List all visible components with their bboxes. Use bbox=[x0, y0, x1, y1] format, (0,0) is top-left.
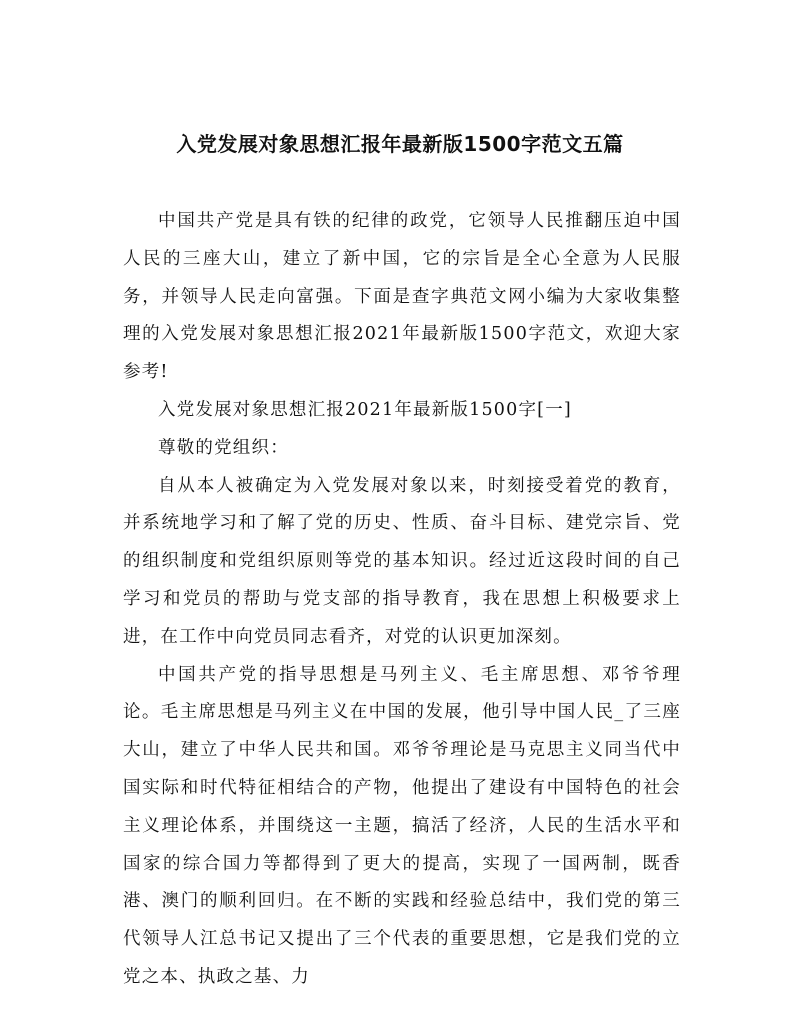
body-paragraph: 中国共产党的指导思想是马列主义、毛主席思想、邓爷爷理论。毛主席思想是马列主义在中国的发展，他引导中国人民_了三座大山，建立了中华人民共和国。邓爷爷理论是马克思主义同当代中国实际和时代特征相结合的产物，他提出了建设有中国特色的社会主义理论体系，并围绕这一主题，搞活了经济，人民的生活水平和国家的综合国力等都得到了更大的提高，实现了一国两制，既香港、澳门的顺利回归。在不断的实践和经验总结中，我们党的第三代领导人江总书记又提出了三个代表的重要思想，它是我们党的立党之本、执政之基、力 bbox=[123, 664, 681, 987]
document-title: 入党发展对象思想汇报年最新版1500字范文五篇 bbox=[176, 132, 624, 156]
document-body bbox=[123, 203, 681, 997]
intro-paragraph: 中国共产党是具有铁的纪律的政党，它领导人民推翻压迫中国人民的三座大山，建立了新中国，它的宗旨是全心全意为人民服务，并领导人民走向富强。下面是查字典范文网小编为大家收集整理的入党发展对象思想汇报2021年最新版1500字范文，欢迎大家参考! bbox=[123, 211, 681, 383]
salutation: 尊敬的党组织： bbox=[158, 437, 289, 458]
body-paragraph: 自从本人被确定为入党发展对象以来，时刻接受着党的教育，并系统地学习和了解了党的历史、性质、奋斗目标、建党宗旨、党的组织制度和党组织原则等党的基本知识。经过近这段时间的自己学习和党员的帮助与党支部的指导教育，我在思想上积极要求上进，在工作中向党员同志看齐，对党的认识更加深刻。 bbox=[123, 475, 681, 647]
section-heading: 入党发展对象思想汇报2021年最新版1500字[一] bbox=[158, 399, 572, 420]
